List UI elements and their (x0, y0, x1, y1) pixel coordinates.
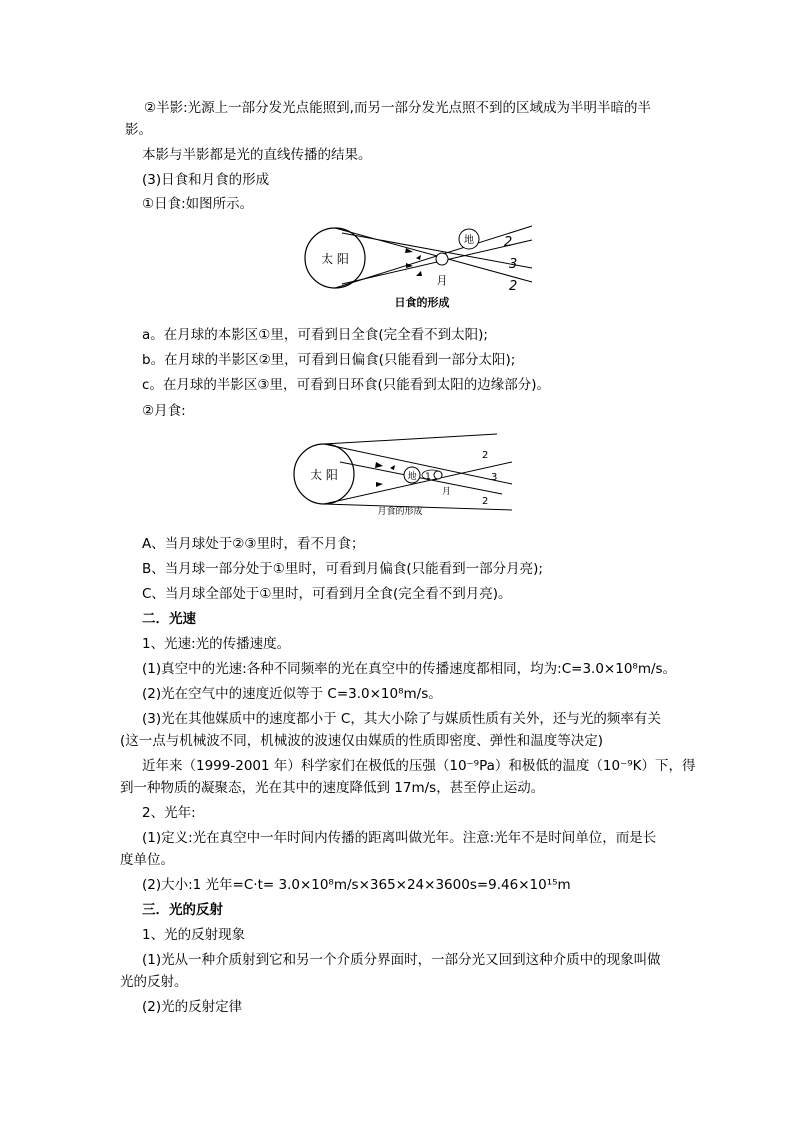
region-label-2-top: 2 (482, 450, 489, 461)
paragraph-lunar-c: C、当月球全部处于①里时，可看到月全食(完全看不到月亮)。 (142, 586, 512, 602)
paragraph-penumbra-line1: ②半影:光源上一部分发光点能照到,而另一部分发光点照不到的区域成为半明半暗的半 (144, 100, 651, 116)
region-label-2-bottom: 2 (482, 496, 489, 507)
paragraph-lightyear-heading: 2、光年: (142, 805, 196, 821)
moon-label: 月 (442, 487, 452, 497)
paragraph-lightyear-def-a: (1)定义:光在真空中一年时间内传播的距离叫做光年。注意:光年不是时间单位，而是长 (142, 830, 657, 846)
lunar-figure-caption: 月食的形成 (377, 507, 423, 517)
moon-circle (436, 253, 448, 265)
solar-figure-caption: 日食的形成 (394, 296, 450, 309)
paragraph-lunar-a: A、当月球处于②③里时，看不月食； (142, 536, 365, 552)
paragraph-eclipse-heading: (3)日食和月食的形成 (142, 172, 270, 188)
paragraph-umbra-conclusion: 本影与半影都是光的直线传播的结果。 (142, 147, 372, 163)
region-label-2-bottom: 2 (509, 279, 518, 294)
paragraph-lightyear-size: (2)大小:1 光年=C·t= 3.0×10⁸m/s×365×24×3600s=9.46×10¹⁵m (142, 877, 571, 893)
paragraph-reflection-1a: (1)光从一种介质射到它和另一个介质分界面时，一部分光又回到这种介质中的现象叫做 (142, 952, 661, 968)
moon-label: 月 (436, 274, 448, 287)
solar-eclipse-diagram (302, 218, 540, 314)
paragraph-reflection-1b: 光的反射。 (120, 974, 188, 990)
paragraph-solar-a: a。在月球的本影区①里，可看到日全食(完全看不到太阳); (142, 327, 488, 343)
paragraph-speed-def: 1、光速:光的传播速度。 (142, 636, 291, 652)
region-label-2-top: 2 (504, 235, 513, 250)
moon-circle (434, 471, 442, 479)
paragraph-lightyear-def-b: 度单位。 (120, 852, 174, 868)
region-label-3: 3 (509, 257, 518, 272)
paragraph-recent-a: 近年来（1999-2001 年）科学家们在极低的压强（10⁻⁹Pa）和极低的温度（10⁻⁹K）下，得 (142, 758, 696, 774)
paragraph-solar-b: b。在月球的半影区②里，可看到日偏食(只能看到一部分太阳); (142, 352, 516, 368)
paragraph-recent-b: 到一种物质的凝聚态，光在其中的速度降低到 17m/s，甚至停止运动。 (120, 780, 545, 796)
region-label-3: 3 (491, 472, 498, 483)
sun-label: 太 阳 (310, 468, 338, 482)
lunar-eclipse-diagram (292, 432, 532, 522)
earth-label: 地 (464, 235, 474, 246)
region-label-1: 1 (425, 472, 431, 482)
paragraph-reflection-heading: 1、光的反射现象 (142, 927, 246, 943)
paragraph-speed-2: (2)光在空气中的速度近似等于 C=3.0×10⁸m/s。 (142, 686, 442, 702)
paragraph-speed-3b: (这一点与机械波不同，机械波的波速仅由媒质的性质即密度、弹性和温度等决定) (120, 733, 604, 749)
paragraph-speed-3a: (3)光在其他媒质中的速度都小于 C，其大小除了与媒质性质有关外，还与光的频率有关 (142, 711, 661, 727)
paragraph-lunar-intro: ②月食: (142, 403, 186, 419)
paragraph-lunar-b: B、当月球一部分处于①里时，可看到月偏食(只能看到一部分月亮); (142, 561, 543, 577)
section-heading-reflection: 三．光的反射 (142, 902, 223, 918)
section-heading-light-speed: 二．光速 (142, 611, 196, 627)
paragraph-reflection-2: (2)光的反射定律 (142, 999, 243, 1015)
sun-label: 太 阳 (321, 252, 349, 266)
paragraph-solar-intro: ①日食:如图所示。 (142, 196, 254, 212)
paragraph-solar-c: c。在月球的半影区③里，可看到日环食(只能看到太阳的边缘部分)。 (142, 377, 551, 393)
earth-label: 地 (407, 472, 417, 482)
paragraph-penumbra-line2: 影。 (125, 122, 152, 138)
paragraph-speed-1: (1)真空中的光速:各种不同频率的光在真空中的传播速度都相同，均为:C=3.0×10⁸m/s。 (142, 661, 677, 677)
